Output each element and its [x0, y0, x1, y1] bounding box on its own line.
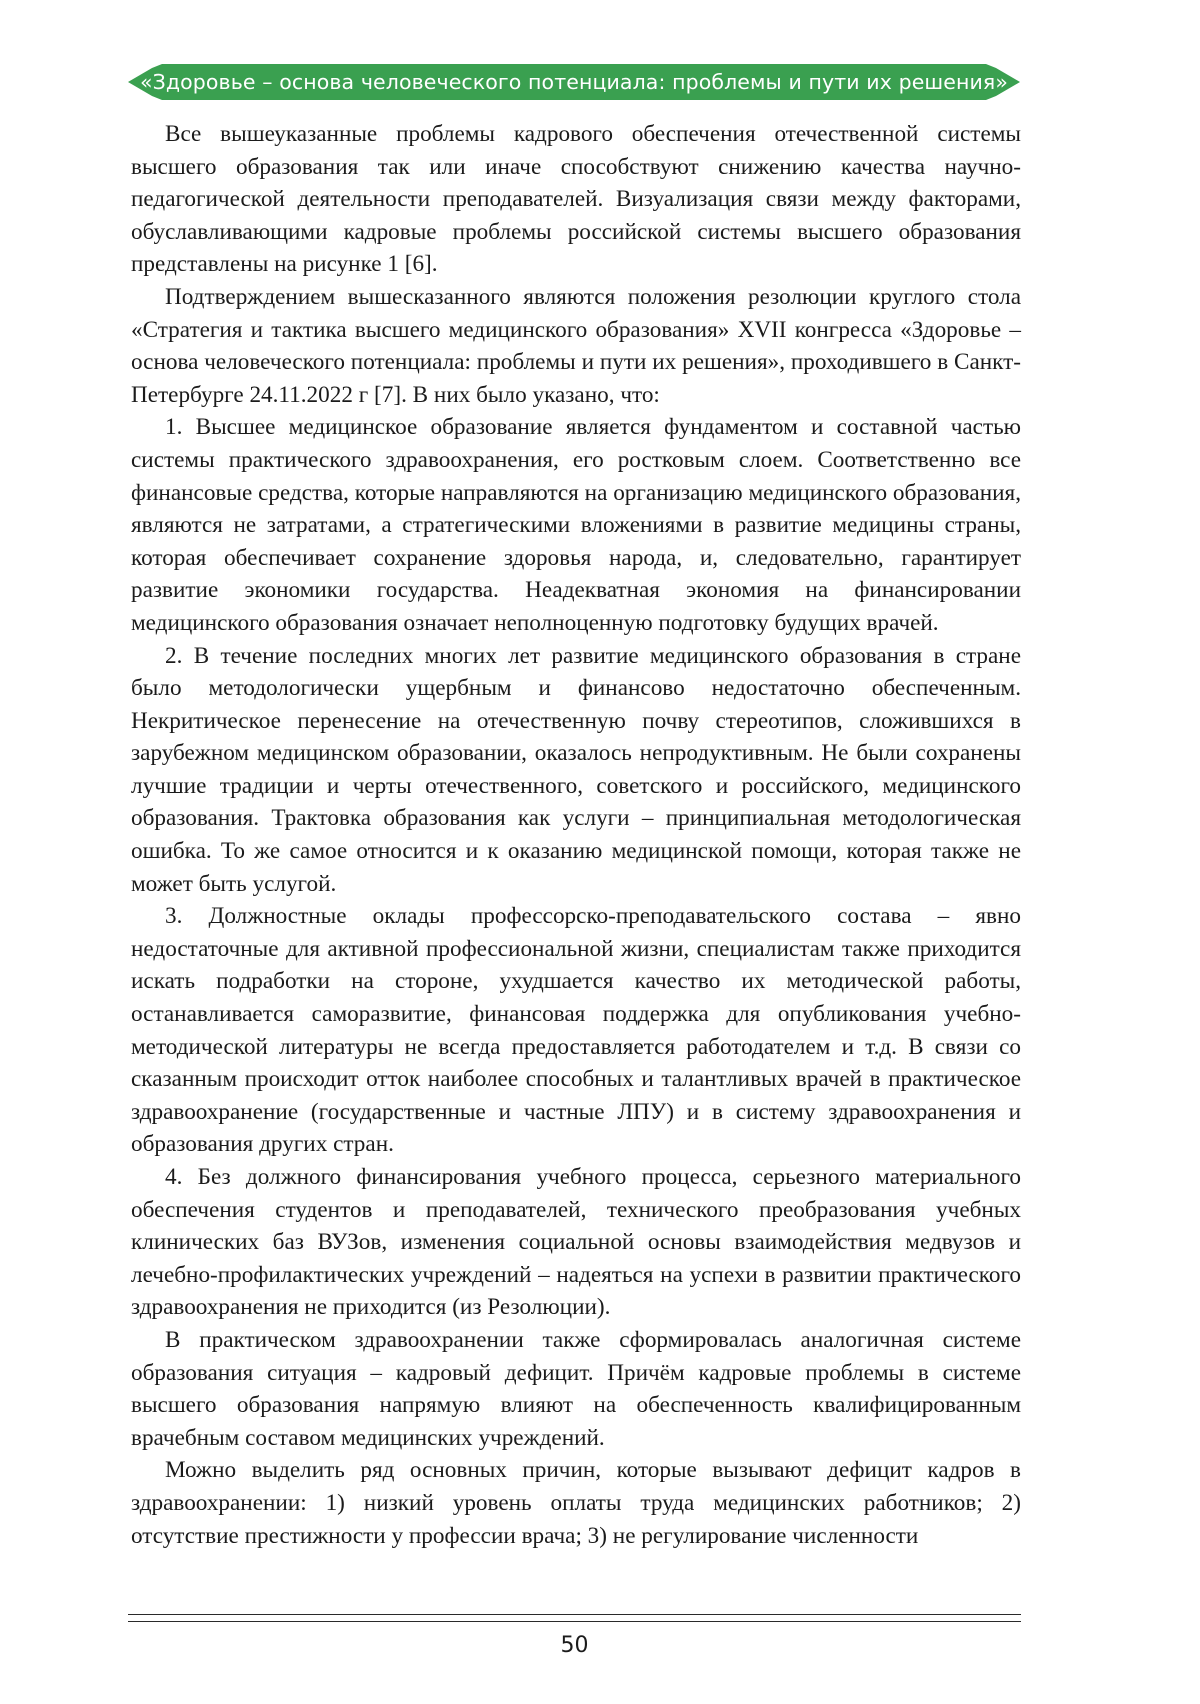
paragraph-4: Можно выделить ряд основных причин, которые вызывают дефицит кадров в здравоохранении: 1) низкий уровень оплаты труда медицинских работников; 2) отсутствие престижности у профессии врача; 3) не регулирование численности — [131, 1454, 1021, 1552]
list-item-4: 4. Без должного финансирования учебного процесса, серьезного материального обеспечения студентов и преподавателей, технического преобразования учебных клинических баз ВУЗов, изменения социальной основы взаимодействия медвузов и лечебно-профилактических учреждений – надеяться на успехи в развитии практического здравоохранения не приходится (из Резолюции). — [131, 1161, 1021, 1324]
page-number: 50 — [0, 1633, 1149, 1658]
list-item-1: 1. Высшее медицинское образование является фундаментом и составной частью системы практического здравоохранения, его ростковым слоем. Соответственно все финансовые средства, которые направляются на организацию медицинского образования, являются не затратами, а стратегическими вложениями в развитие медицины страны, которая обеспечивает сохранение здоровья народа, и, следовательно, гарантирует развитие экономики государства. Неадекватная экономия на финансировании медицинского образования означает неполноценную подготовку будущих врачей. — [131, 411, 1021, 639]
list-item-3: 3. Должностные оклады профессорско-преподавательского состава – явно недостаточные для активной профессиональной жизни, специалистам также приходится искать подработки на стороне, ухудшается качество их методической работы, останавливается саморазвитие, финансовая поддержка для опубликования учебно-методической литературы не всегда предоставляется работодателем и т.д. В связи со сказанным происходит отток наиболее способных и талантливых врачей в практическое здравоохранение (государственные и частные ЛПУ) и в систему здравоохранения и образования других стран. — [131, 900, 1021, 1161]
list-item-2: 2. В течение последних многих лет развитие медицинского образования в стране было методологически ущербным и финансово недостаточно обеспеченным. Некритическое перенесение на отечественную почву стереотипов, сложившихся в зарубежном медицинском образовании, оказалось непродуктивным. Не были сохранены лучшие традиции и черты отечественного, советского и российского, медицинского образования. Трактовка образования как услуги – принципиальная методологическая ошибка. То же самое относится и к оказанию медицинской помощи, которая также не может быть услугой. — [131, 640, 1021, 901]
paragraph-2: Подтверждением вышесказанного являются положения резолюции круглого стола «Стратегия и тактика высшего медицинского образования» XVII конгресса «Здоровье – основа человеческого потенциала: проблемы и пути их решения», проходившего в Санкт-Петербурге 24.11.2022 г [7]. В них было указано, что: — [131, 281, 1021, 411]
footer-double-rule — [128, 1614, 1021, 1622]
page-body — [131, 118, 1021, 1552]
running-header-title: «Здоровье – основа человеческого потенциала: проблемы и пути их решения» — [128, 64, 1020, 100]
running-header-banner — [128, 64, 1020, 100]
paragraph-1: Все вышеуказанные проблемы кадрового обеспечения отечественной системы высшего образования так или иначе способствуют снижению качества научно-педагогической деятельности преподавателей. Визуализация связи между факторами, обуславливающими кадровые проблемы российской системы высшего образования представлены на рисунке 1 [6]. — [131, 118, 1021, 281]
paragraph-3: В практическом здравоохранении также сформировалась аналогичная системе образования ситуация – кадровый дефицит. Причём кадровые проблемы в системе высшего образования напрямую влияют на обеспеченность квалифицированным врачебным составом медицинских учреждений. — [131, 1324, 1021, 1454]
